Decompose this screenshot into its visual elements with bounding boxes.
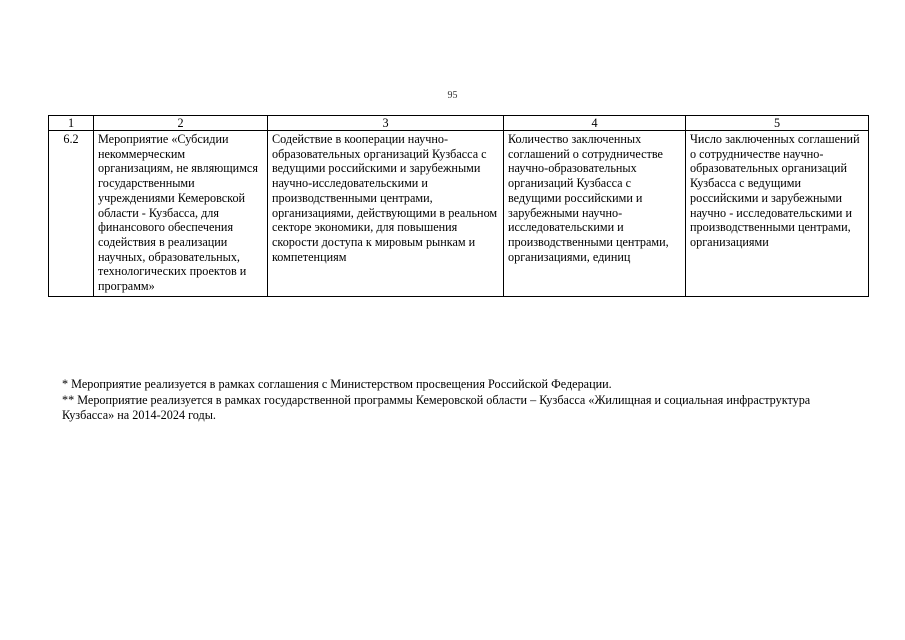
- program-table: [48, 115, 869, 297]
- event-cell: Мероприятие «Субсидии некоммерческим организациям, не являющимся государственными учреждениями Кемеровской области - Кузбасса, для финансового обеспечения содействия в реализации научных, образовательных, технологических проектов и программ»: [94, 131, 268, 297]
- footnote-2: ** Мероприятие реализуется в рамках государственной программы Кемеровской области – Кузбасса «Жилищная и социальная инфраструктура Кузбасса» на 2014-2024 годы.: [62, 392, 811, 422]
- footnotes: [62, 377, 842, 424]
- column-header-5: 5: [686, 116, 869, 131]
- footnote-1: * Мероприятие реализуется в рамках соглашения с Министерством просвещения Российской Федерации.: [62, 377, 612, 391]
- goal-cell: Содействие в кооперации научно-образовательных организаций Кузбасса с ведущими российскими и зарубежными научно-исследовательскими и производственными центрами, организациями, действующими в реальном секторе экономики, для повышения скорости доступа к мировым рынкам и компетенциям: [268, 131, 504, 297]
- column-header-4: 4: [504, 116, 686, 131]
- page-number: 95: [447, 90, 458, 101]
- column-header-3: 3: [268, 116, 504, 131]
- indicator-cell: Количество заключенных соглашений о сотрудничестве научно-образовательных организаций Кузбасса с ведущими российскими и зарубежными научно-исследовательскими и производственными центрами, организациями, единиц: [504, 131, 686, 297]
- table-header-row: [49, 116, 869, 131]
- table-row: [49, 131, 869, 297]
- column-header-1: 1: [49, 116, 94, 131]
- column-header-2: 2: [94, 116, 268, 131]
- calculation-cell: Число заключенных соглашений о сотрудничестве научно-образовательных организаций Кузбасса с ведущими российскими и зарубежными научно - исследовательскими и производственными центрами, организациями: [686, 131, 869, 297]
- row-number-cell: 6.2: [49, 131, 94, 297]
